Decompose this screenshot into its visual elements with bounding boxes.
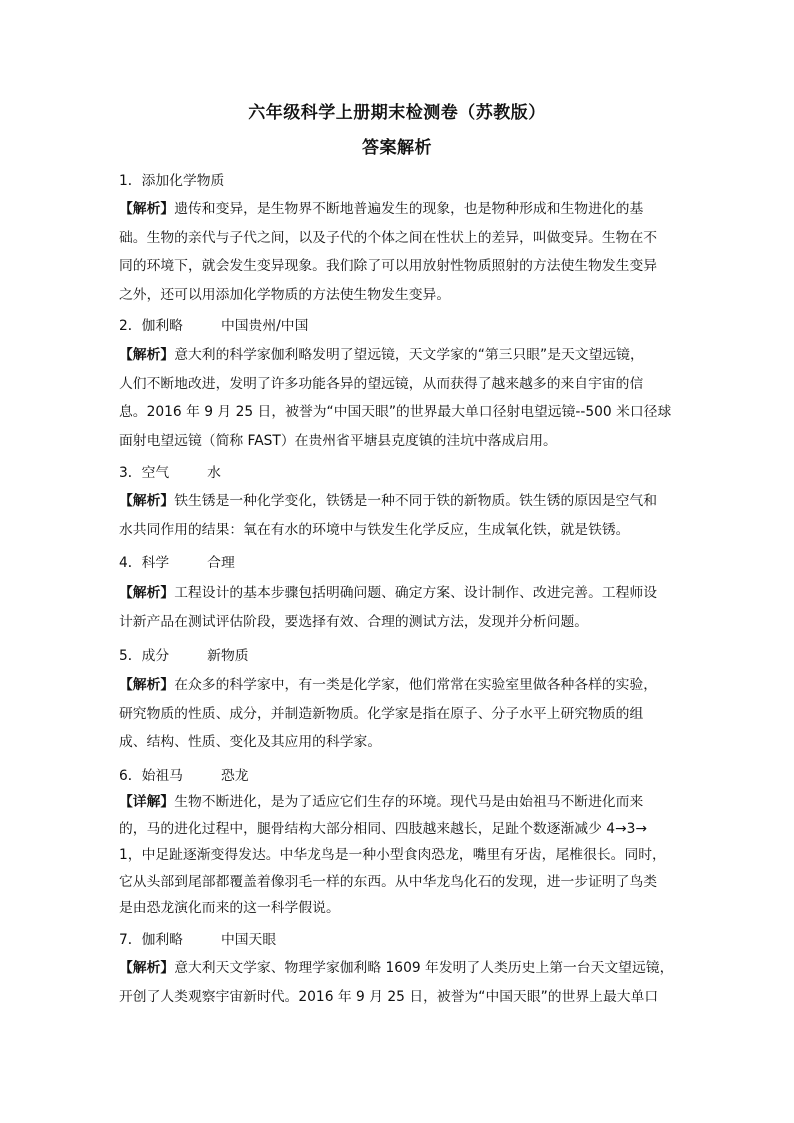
explanation-text: 之外，还可以用添加化学物质的方法使生物发生变异。: [119, 286, 451, 303]
explanation-line: [119, 256, 679, 276]
explanation-text: 研究物质的性质、成分，并制造新物质。化学家是指在原子、分子水平上研究物质的组: [119, 705, 644, 722]
answer-line: [119, 646, 679, 666]
answer-line: [119, 930, 679, 950]
page-title: 六年级科学上册期末检测卷（苏教版）: [248, 103, 546, 123]
explanation-text: 铁生锈是一种化学变化，铁锈是一种不同于铁的新物质。铁生锈的原因是空气和: [174, 493, 658, 509]
explanation-line: [119, 987, 679, 1007]
answer-text: 1．添加化学物质: [119, 173, 225, 189]
answer-line: [119, 766, 679, 786]
explanation-text: 础。生物的亲代与子代之间，以及子代的个体之间在性状上的差异，叫做变异。生物在不: [119, 229, 658, 246]
explanation-line: [119, 491, 679, 511]
explanation-line: [119, 612, 679, 632]
answer-text: 7．伽利略: [119, 932, 183, 948]
answer-text: 3．空气: [119, 465, 170, 481]
explanation-text: 意大利天文学家、物理学家伽利略 1609 年发明了人类历史上第一台天文望远镜，: [174, 960, 674, 976]
explanation-line: [119, 402, 679, 422]
explanation-line: [119, 583, 679, 603]
explanation-tag: 【解析】: [119, 960, 175, 976]
explanation-tag: 【解析】: [119, 677, 175, 693]
explanation-text: 人们不断地改进，发明了许多功能各异的望远镜，从而获得了越来越多的来自宇宙的信: [119, 375, 644, 392]
answer-text: 水: [207, 465, 221, 481]
explanation-text: 1，中足趾逐渐变得发达。中华龙鸟是一种小型食肉恐龙，嘴里有牙齿，尾椎很长。同时，: [119, 847, 666, 863]
explanation-text: 水共同作用的结果：氧在有水的环境中与铁发生化学反应，生成氧化铁，就是铁锈。: [119, 521, 630, 538]
explanation-line: [119, 345, 679, 365]
explanation-line: [119, 732, 679, 752]
explanation-line: [119, 374, 679, 394]
explanation-text: 遗传和变异，是生物界不断地普遍发生的现象，也是物种形成和生物进化的基: [174, 201, 644, 217]
explanation-line: [119, 431, 679, 451]
explanation-line: [119, 958, 679, 978]
explanation-tag: 【解析】: [119, 201, 175, 217]
explanation-text: 生物不断进化，是为了适应它们生存的环境。现代马是由始祖马不断进化而来: [174, 794, 644, 810]
answer-line: [119, 553, 679, 573]
answer-line: [119, 171, 679, 191]
answer-text: 恐龙: [220, 768, 249, 784]
explanation-text: 成、结构、性质、变化及其应用的科学家。: [119, 734, 382, 750]
answer-text: 2．伽利略: [119, 318, 183, 334]
explanation-tag: 【详解】: [119, 794, 175, 810]
answer-line: [119, 463, 679, 483]
explanation-text: 开创了人类观察宇宙新时代。2016 年 9 月 25 日，被誉为“中国天眼”的世界上最大单口: [119, 988, 659, 1005]
explanation-text: 息。2016 年 9 月 25 日，被誉为“中国天眼”的世界最大单口径射电望远镜--500 米口径球: [119, 404, 672, 420]
explanation-tag: 【解析】: [119, 493, 175, 509]
explanation-line: [119, 675, 679, 695]
explanation-tag: 【解析】: [119, 585, 175, 601]
explanation-tag: 【解析】: [119, 347, 175, 363]
answer-text: 6．始祖马: [119, 768, 183, 784]
explanation-line: [119, 819, 679, 839]
explanation-line: [119, 872, 679, 892]
explanation-text: 的，马的进化过程中，腿骨结构大部分相同、四肢越来越长，足趾个数逐渐减少 4→3→: [119, 820, 647, 837]
explanation-line: [119, 199, 679, 219]
explanation-text: 是由恐龙演化而来的这一科学假说。: [119, 900, 340, 916]
explanation-text: 面射电望远镜（简称 FAST）在贵州省平塘县克度镇的洼坑中落成启用。: [119, 432, 557, 449]
explanation-line: [119, 704, 679, 724]
answer-text: 5．成分: [119, 648, 170, 664]
explanation-line: [119, 520, 679, 540]
explanation-text: 同的环境下，就会发生变异现象。我们除了可以用放射性物质照射的方法使生物发生变异: [119, 258, 658, 274]
explanation-text: 它从头部到尾部都覆盖着像羽毛一样的东西。从中华龙鸟化石的发现，进一步证明了鸟类: [119, 873, 658, 890]
explanation-line: [119, 845, 679, 865]
explanation-text: 工程设计的基本步骤包括明确问题、确定方案、设计制作、改进完善。工程师设: [174, 585, 658, 601]
answer-text: 4．科学: [119, 555, 170, 571]
answer-text: 新物质: [207, 648, 249, 664]
explanation-line: [119, 228, 679, 248]
explanation-text: 计新产品在测试评估阶段，要选择有效、合理的测试方法，发现并分析问题。: [119, 613, 589, 630]
explanation-text: 意大利的科学家伽利略发明了望远镜，天文学家的“第三只眼”是天文望远镜，: [174, 347, 644, 363]
answer-text: 中国天眼: [220, 932, 277, 948]
explanation-text: 在众多的科学家中，有一类是化学家，他们常常在实验室里做各种各样的实验，: [174, 677, 658, 693]
page-subtitle: 答案解析: [362, 138, 432, 158]
answer-text: 合理: [207, 555, 235, 571]
explanation-line: [119, 898, 679, 918]
answer-line: [119, 316, 679, 336]
explanation-line: [119, 285, 679, 305]
answer-text: 中国贵州/中国: [220, 318, 309, 334]
explanation-line: [119, 792, 679, 812]
